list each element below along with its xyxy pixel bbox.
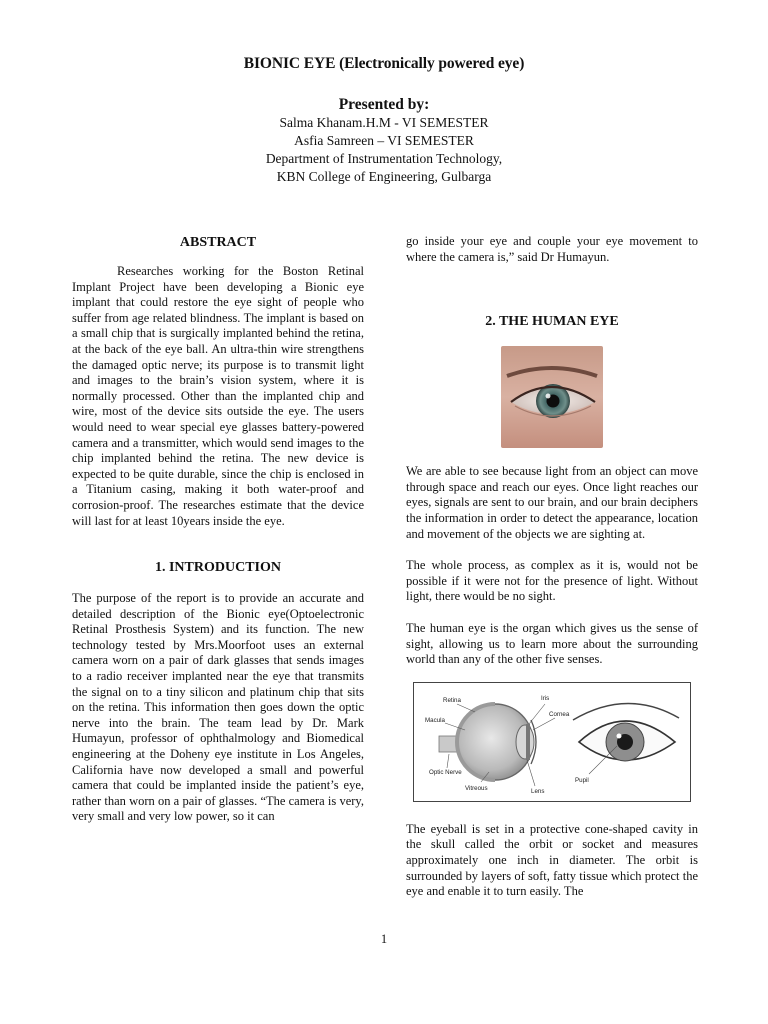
paper-title: BIONIC EYE (Electronically powered eye) <box>243 55 525 72</box>
diagram-label-iris: Iris <box>541 694 550 702</box>
right-column <box>406 234 698 900</box>
diagram-label-macula: Macula <box>425 716 445 724</box>
human-eye-heading: 2. THE HUMAN EYE <box>485 314 619 330</box>
diagram-label-lens: Lens <box>531 787 545 795</box>
introduction-continuation: go inside your eye and couple your eye movement to where the camera is,” said Dr Humayun. <box>406 234 698 264</box>
diagram-label-vitreous: Vitreous <box>465 784 488 792</box>
abstract-heading: ABSTRACT <box>179 235 257 250</box>
left-column <box>72 234 364 825</box>
affiliation-line: Department of Instrumentation Technology, <box>265 151 503 166</box>
human-eye-paragraph: The human eye is the organ which gives us the sense of sight, allowing us to learn more about the surrounding world than any of the other five senses. <box>406 620 698 667</box>
diagram-label-optic-nerve: Optic Nerve <box>429 768 462 776</box>
human-eye-paragraph: The eyeball is set in a protective cone-shaped cavity in the skull called the orbit or socket and measures approximately one inch in diameter. The orbit is surrounded by layers of soft, fatty tissue which protect the eye and enable it to turn easily. The <box>406 821 698 899</box>
eye-photo-icon <box>501 346 603 448</box>
author-line: Salma Khanam.H.M - VI SEMESTER <box>279 115 489 130</box>
page-number: 1 <box>380 932 388 946</box>
human-eye-paragraph: The whole process, as complex as it is, would not be possible if it were not for the presence of light. Without light, there would be no sight. <box>406 558 698 604</box>
diagram-label-pupil: Pupil <box>575 776 589 784</box>
affiliation-line: KBN College of Engineering, Gulbarga <box>276 169 492 184</box>
author-line: Asfia Samreen – VI SEMESTER <box>294 133 474 148</box>
introduction-heading: 1. INTRODUCTION <box>154 560 281 576</box>
presented-by-label: Presented by: <box>338 96 430 113</box>
author-block <box>0 114 768 186</box>
eye-anatomy-diagram-icon <box>413 682 691 802</box>
diagram-label-retina: Retina <box>443 696 461 704</box>
diagram-label-cornea: Cornea <box>549 710 570 718</box>
human-eye-paragraph: We are able to see because light from an object can move through space and reach our eyes. Once light reaches our eyes, signals are sent to our brain, and our brain deciphers the information in order to detect the appearance, location and movement of the objects we are sighting at. <box>406 464 698 541</box>
introduction-text: The purpose of the report is to provide an accurate and detailed description of the Bionic eye(Optoelectronic Retinal Prosthesis System) and its function. The new technology tested by Mrs.Moorfoot uses an external camera worn on a pair of dark glasses that sends images to a radio receiver implanted near the eye that transmits the signal on to a tiny silicon and platinum chip that sits on the retina. This information then goes down the optic nerve into the brain. The team lead by Dr. Mark Humayun, professor of ophthalmology and Biomedical engineering at the Doheny eye institute in Los Angeles, California have now developed a small and powerful camera that could be implanted inside the patient’s eye, rather than worn on a pair of glasses. “The camera is very, very small and very low power, so it can <box>72 591 364 824</box>
abstract-text: Researches working for the Boston Retinal Implant Project have been developing a Bionic eye implant that could restore the eye sight of people who suffer from age related blindness. The implant is based on a small chip that is surgically implanted behind the retina, at the back of the eye ball. An ultra-thin wire strengthens the damaged optic nerve; its purpose is to transmit light and images to the brain’s vision system, where it is normally processed. Other than the implanted chip and wire, most of the device sits outside the eye. The users would need to wear special eye glasses battery-powered camera and a transmitter, which would send images to the chip implanted behind the retina. The new device is expected to be quite durable, since the chip is enclosed in a Titanium casing, making it both water-proof and corrosion-proof. The researches estimate that the device will last for at least 10years inside the eye. <box>72 264 364 528</box>
